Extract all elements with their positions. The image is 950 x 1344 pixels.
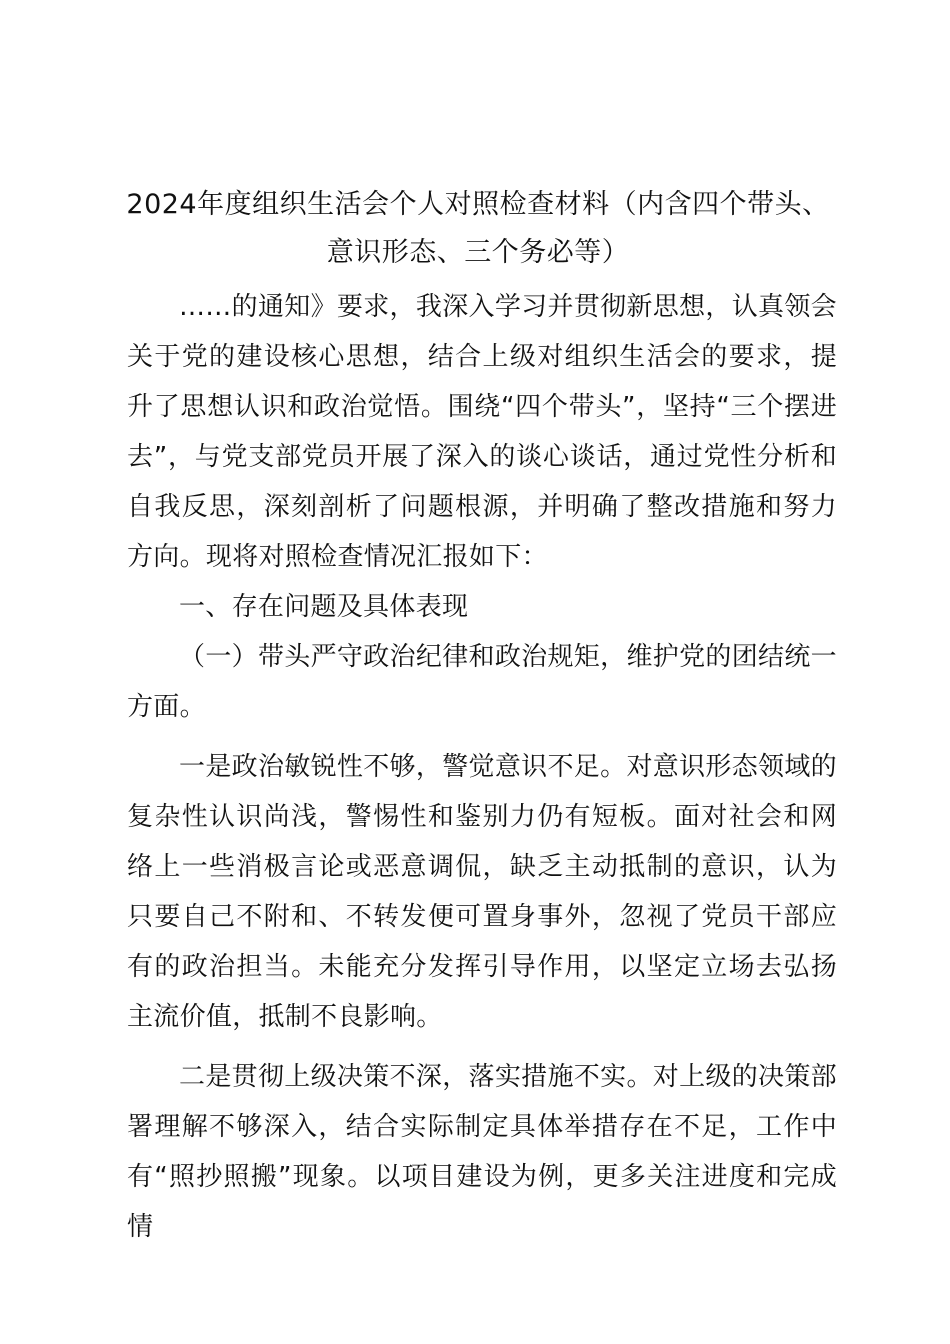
paragraph-gap bbox=[127, 1042, 837, 1052]
paragraph-gap bbox=[127, 732, 837, 742]
subsection-heading-1: （一）带头严守政治纪律和政治规矩，维护党的团结统一方面。 bbox=[127, 642, 837, 722]
document-body bbox=[127, 282, 837, 1252]
problem-paragraph-1: 一是政治敏锐性不够，警觉意识不足。对意识形态领域的复杂性认识尚浅，警惕性和鉴别力仍有短板。面对社会和网络上一些消极言论或恶意调侃，缺乏主动抵制的意识，认为只要自己不附和、不转发便可置身事外，忽视了党员干部应有的政治担当。未能充分发挥引导作用，以坚定立场去弘扬主流价值，抵制不良影响。 bbox=[127, 752, 837, 1032]
section-heading-1: 一、存在问题及具体表现 bbox=[179, 592, 469, 622]
intro-paragraph: ……的通知》要求，我深入学习并贯彻新思想，认真领会关于党的建设核心思想，结合上级对组织生活会的要求，提升了思想认识和政治觉悟。围绕“四个带头”，坚持“三个摆进去”，与党支部党员开展了深入的谈心谈话，通过党性分析和自我反思，深刻剖析了问题根源，并明确了整改措施和努力方向。现将对照检查情况汇报如下： bbox=[127, 292, 837, 572]
document-title: 2024年度组织生活会个人对照检查材料（内含四个带头、意识形态、三个务必等） bbox=[126, 189, 830, 268]
problem-paragraph-2: 二是贯彻上级决策不深，落实措施不实。对上级的决策部署理解不够深入，结合实际制定具体举措存在不足，工作中有“照抄照搬”现象。以项目建设为例，更多关注进度和完成情 bbox=[127, 1062, 837, 1242]
